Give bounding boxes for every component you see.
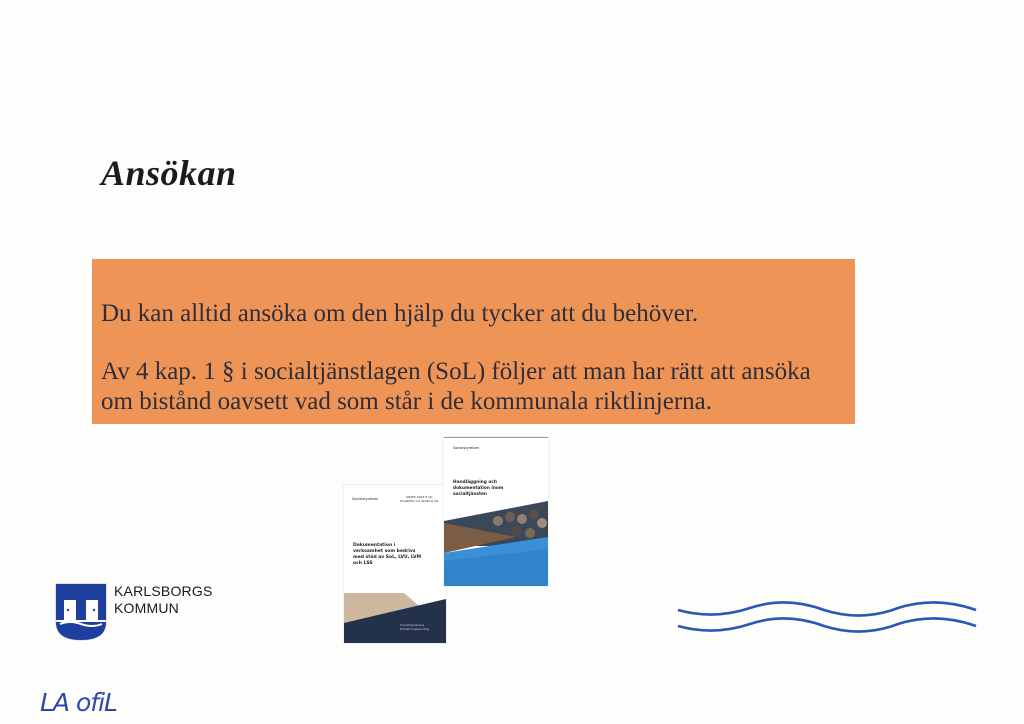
info-box	[92, 259, 855, 424]
info-paragraph-1: Du kan alltid ansöka om den hjälp du tycker att du behöver.	[101, 300, 699, 327]
book-back-subtitle: Föreskrifter och allmänna råd	[400, 500, 439, 503]
municipality-name-line2: KOMMUN	[114, 600, 179, 616]
waves-decoration-icon	[676, 598, 980, 638]
info-paragraph-2: Av 4 kap. 1 § i socialtjänstlagen (SoL) följer att man har rätt att ansöka om bistånd oavsett vad som står i de kommunala riktlinjerna.	[101, 358, 811, 415]
municipality-name-line1: KARLSBORGS	[114, 583, 213, 599]
signature-part-1: LA	[40, 688, 70, 717]
book-back-publisher: Socialstyrelsen	[352, 497, 379, 501]
book-back-title: Dokumentation i verksamhet som bedrivs med stöd av SoL, LVU, LVM och LSS	[353, 543, 422, 566]
page-title: Ansökan	[101, 153, 237, 193]
book-front-artwork	[444, 501, 548, 586]
municipality-name	[114, 583, 212, 617]
book-front-publisher: Socialstyrelsen	[453, 446, 480, 450]
book-cover-dokumentation	[344, 485, 446, 643]
book-front-title: Handläggning och dokumentation inom socialtjänsten	[453, 480, 504, 497]
karlsborg-crest-icon	[54, 582, 108, 642]
book-back-footer: Socialstyrelsens författningssamling	[400, 623, 430, 631]
signature-part-2: ofiL	[75, 688, 117, 717]
book-back-artwork	[344, 589, 446, 643]
handwritten-initials	[40, 688, 117, 717]
book-back-code: SOSFS 2014:5 (S)	[406, 495, 433, 499]
book-cover-handlaggning	[444, 437, 548, 586]
